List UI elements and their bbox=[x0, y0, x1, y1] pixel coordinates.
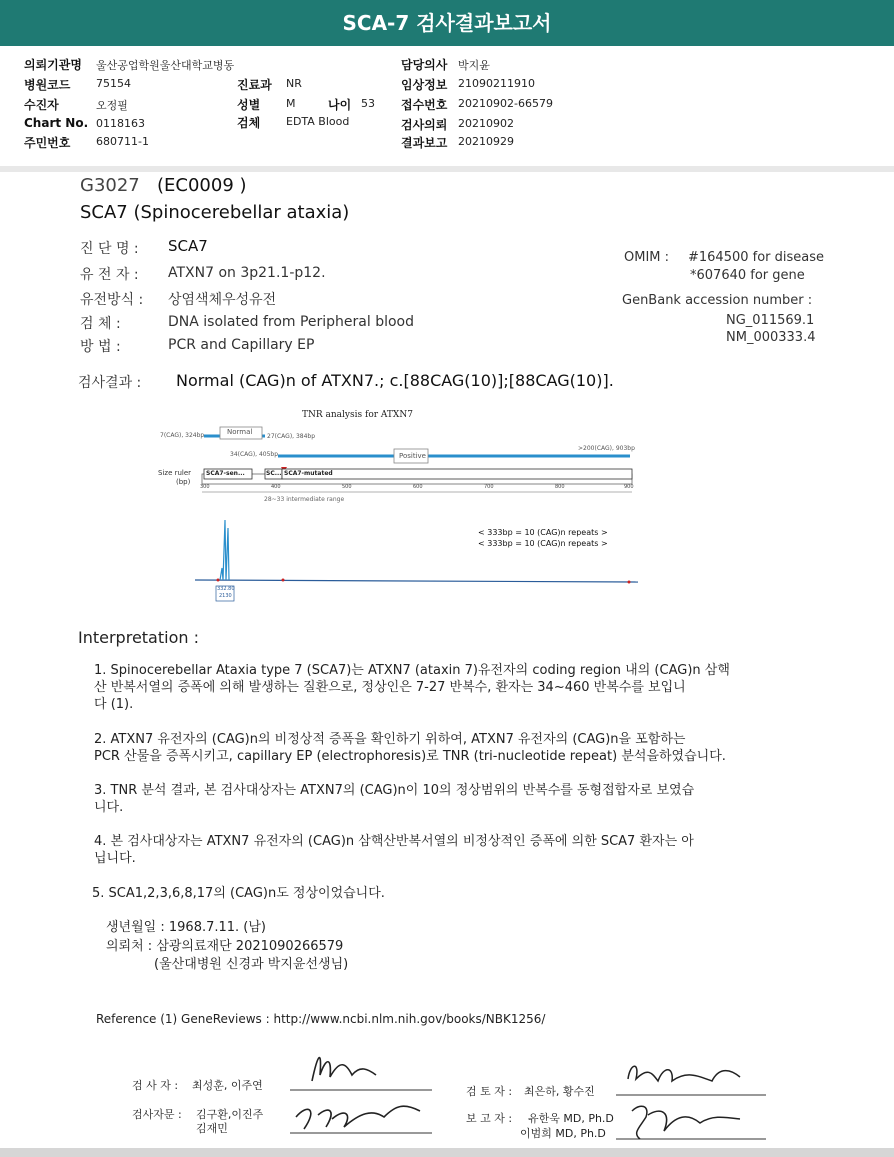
sca7-mutated-text: SCA7-mutated bbox=[284, 470, 333, 477]
genbank-ng: NG_011569.1 bbox=[726, 313, 815, 328]
tester-sub-label: 검사자문 : bbox=[132, 1108, 182, 1121]
patient-info-panel bbox=[0, 46, 894, 167]
interp-item4-line2: 닙니다. bbox=[94, 851, 136, 866]
omim-gene: *607640 for gene bbox=[690, 268, 805, 283]
positive-left-label: 34(CAG), 405bp bbox=[230, 451, 279, 458]
value-physician: 박지윤 bbox=[458, 59, 490, 72]
tester-sub-names-2: 김재민 bbox=[196, 1122, 228, 1135]
label-physician: 담당의사 bbox=[401, 58, 448, 72]
birth-date: 생년월일 : 1968.7.11. (남) bbox=[106, 920, 267, 935]
ruler-tick: 500 bbox=[342, 484, 352, 490]
label-specimen: 검체 bbox=[237, 116, 261, 130]
value-patient: 오정필 bbox=[96, 99, 128, 112]
marker-dot bbox=[628, 581, 631, 584]
method-value: PCR and Capillary EP bbox=[168, 337, 315, 353]
peak-height-label: 2130 bbox=[219, 593, 232, 599]
tester-label: 검 사 자 : bbox=[132, 1079, 179, 1092]
gene-label: 유 전 자 : bbox=[80, 267, 139, 283]
reporter-label: 보 고 자 : bbox=[466, 1112, 513, 1125]
interp-item1-line3: 다 (1). bbox=[94, 697, 134, 712]
diagnosis-value: SCA7 bbox=[168, 237, 208, 255]
sca7-sen-text: SCA7-sen... bbox=[206, 470, 245, 477]
reporter-names-2: 이범희 MD, Ph.D bbox=[520, 1127, 606, 1140]
label-receipt-no: 접수번호 bbox=[401, 98, 448, 112]
result-label: 검사결과 : bbox=[78, 375, 142, 391]
repeat-note-1: < 333bp = 10 (CAG)n repeats > bbox=[478, 528, 608, 537]
value-resident-no: 680711-1 bbox=[96, 135, 149, 148]
reviewer-names: 최은하, 황수진 bbox=[524, 1085, 595, 1098]
label-age: 나이 bbox=[328, 98, 352, 112]
tester-sub-signature bbox=[296, 1106, 420, 1129]
ruler-tick: 300 bbox=[200, 484, 210, 490]
header-separator bbox=[0, 166, 894, 172]
intermediate-note: 28~33 intermediate range bbox=[264, 496, 345, 503]
interp-item1-line1: 1. Spinocerebellar Ataxia type 7 (SCA7)는 ATXN7 (ataxin 7)유전자의 coding region 내의 (CAG)n 삼핵 bbox=[94, 663, 730, 678]
reporter-names-1: 유한욱 MD, Ph.D bbox=[528, 1112, 614, 1125]
peak-size-label: 332.80 bbox=[217, 586, 235, 592]
result-value: Normal (CAG)n of ATXN7.; c.[88CAG(10)];[88CAG(10)]. bbox=[176, 371, 614, 390]
reviewer-label: 검 토 자 : bbox=[466, 1085, 513, 1098]
marker-dot bbox=[282, 579, 285, 582]
positive-right-label: >200(CAG), 903bp bbox=[578, 445, 635, 452]
normal-right-label: 27(CAG), 384bp bbox=[267, 433, 316, 440]
ruler-tick: 900 bbox=[624, 484, 634, 490]
value-age: 53 bbox=[361, 97, 375, 110]
ruler-tick: 600 bbox=[413, 484, 423, 490]
ruler-tick: 800 bbox=[555, 484, 565, 490]
genbank-label: GenBank accession number : bbox=[622, 293, 813, 308]
tester-signature bbox=[312, 1058, 376, 1081]
value-department: NR bbox=[286, 77, 302, 90]
label-resident-no: 주민번호 bbox=[24, 136, 71, 150]
interp-item3-line2: 니다. bbox=[94, 800, 124, 815]
signature-graphics bbox=[0, 1045, 894, 1145]
tester-sub-names-1: 김구환,이진주 bbox=[196, 1108, 264, 1121]
ec-code: (EC0009 ) bbox=[157, 175, 247, 196]
interp-item5: 5. SCA1,2,3,6,8,17의 (CAG)n도 정상이었습니다. bbox=[92, 886, 385, 901]
interpretation-heading: Interpretation : bbox=[78, 628, 199, 647]
interp-item4-line1: 4. 본 검사대상자는 ATXN7 유전자의 (CAG)n 삼핵산반복서열의 비정상적인 증폭에 의한 SCA7 환자는 아 bbox=[94, 834, 694, 849]
label-department: 진료과 bbox=[237, 78, 272, 92]
genbank-nm: NM_000333.4 bbox=[726, 330, 816, 345]
sc-text: SC... bbox=[266, 470, 282, 477]
value-sex: M bbox=[286, 97, 296, 110]
report-title: SCA-7 검사결과보고서 bbox=[342, 11, 552, 35]
size-ruler-label: Size ruler bbox=[158, 469, 192, 477]
test-code: G3027 bbox=[80, 175, 140, 196]
tester-names: 최성훈, 이주연 bbox=[192, 1079, 263, 1092]
label-sex: 성별 bbox=[237, 98, 261, 112]
peak-trace bbox=[220, 520, 229, 580]
interp-item2-line1: 2. ATXN7 유전자의 (CAG)n의 비정상적 증폭을 확인하기 위하여, ATXN7 유전자의 (CAG)n을 포함하는 bbox=[94, 732, 686, 747]
baseline-trace bbox=[195, 580, 638, 582]
reviewer-signature bbox=[628, 1066, 740, 1081]
value-receipt-no: 20210902-66579 bbox=[458, 97, 553, 110]
value-report-date: 20210929 bbox=[458, 135, 514, 148]
marker-dot bbox=[217, 579, 220, 582]
omim-disease: #164500 for disease bbox=[688, 250, 825, 265]
tnr-figure-graphics bbox=[150, 408, 650, 608]
interp-item1-line2: 산 반복서열의 증폭에 의해 발생하는 질환으로, 정상인은 7-27 반복수, 환자는 34~460 반복수를 보입니 bbox=[94, 680, 686, 695]
figure-title: TNR analysis for ATXN7 bbox=[302, 410, 413, 420]
ruler-tick: 400 bbox=[271, 484, 281, 490]
normal-left-label: 7(CAG), 324bp bbox=[160, 432, 205, 439]
diagnosis-label: 진 단 명 : bbox=[80, 241, 139, 257]
value-request-date: 20210902 bbox=[458, 117, 514, 130]
interp-item2-line2: PCR 산물을 증폭시키고, capillary EP (electrophoresis)로 TNR (tri-nucleotide repeat) 분석을하였습니다. bbox=[94, 749, 726, 764]
referrer-sub: (울산대병원 신경과 박지윤선생님) bbox=[154, 957, 349, 972]
label-report-date: 결과보고 bbox=[401, 136, 448, 150]
positive-box-label: Positive bbox=[399, 452, 426, 460]
value-chart-no: 0118163 bbox=[96, 117, 145, 130]
specimen-value: DNA isolated from Peripheral blood bbox=[168, 314, 415, 330]
value-hospital-code: 75154 bbox=[96, 77, 131, 90]
bottom-bar bbox=[0, 1148, 894, 1157]
label-patient: 수진자 bbox=[24, 98, 59, 112]
label-chart-no: Chart No. bbox=[24, 116, 89, 130]
label-hospital-code: 병원코드 bbox=[24, 78, 71, 92]
bp-label: (bp) bbox=[176, 478, 191, 486]
tnr-figure bbox=[150, 408, 650, 608]
repeat-note-2: < 333bp = 10 (CAG)n repeats > bbox=[478, 539, 608, 548]
reference: Reference (1) GeneReviews : http://www.ncbi.nlm.nih.gov/books/NBK1256/ bbox=[96, 1012, 546, 1026]
label-request-date: 검사의뢰 bbox=[401, 118, 448, 132]
method-label: 방 법 : bbox=[80, 339, 121, 355]
interp-item3-line1: 3. TNR 분석 결과, 본 검사대상자는 ATXN7의 (CAG)n이 10의 정상범위의 반복수를 동형접합자로 보였습 bbox=[94, 783, 695, 798]
label-institution: 의뢰기관명 bbox=[24, 58, 82, 72]
inheritance-value: 상염색체우성유전 bbox=[168, 292, 277, 308]
specimen-label: 검 체 : bbox=[80, 316, 121, 332]
label-clinical-info: 임상정보 bbox=[401, 78, 448, 92]
ruler-tick: 700 bbox=[484, 484, 494, 490]
reporter-signature bbox=[632, 1106, 740, 1139]
value-specimen: EDTA Blood bbox=[286, 115, 350, 128]
test-name: SCA7 (Spinocerebellar ataxia) bbox=[80, 202, 350, 223]
normal-box-label: Normal bbox=[227, 428, 253, 436]
sca7-mutated-box bbox=[282, 469, 632, 479]
gene-value: ATXN7 on 3p21.1-p12. bbox=[168, 265, 326, 281]
referrer: 의뢰처 : 삼광의료재단 2021090266579 bbox=[106, 939, 344, 954]
omim-label: OMIM : bbox=[624, 250, 670, 265]
inheritance-label: 유전방식 : bbox=[80, 292, 144, 308]
value-clinical-info: 21090211910 bbox=[458, 77, 535, 90]
value-institution: 울산공업학원울산대학교병동 bbox=[96, 59, 235, 72]
